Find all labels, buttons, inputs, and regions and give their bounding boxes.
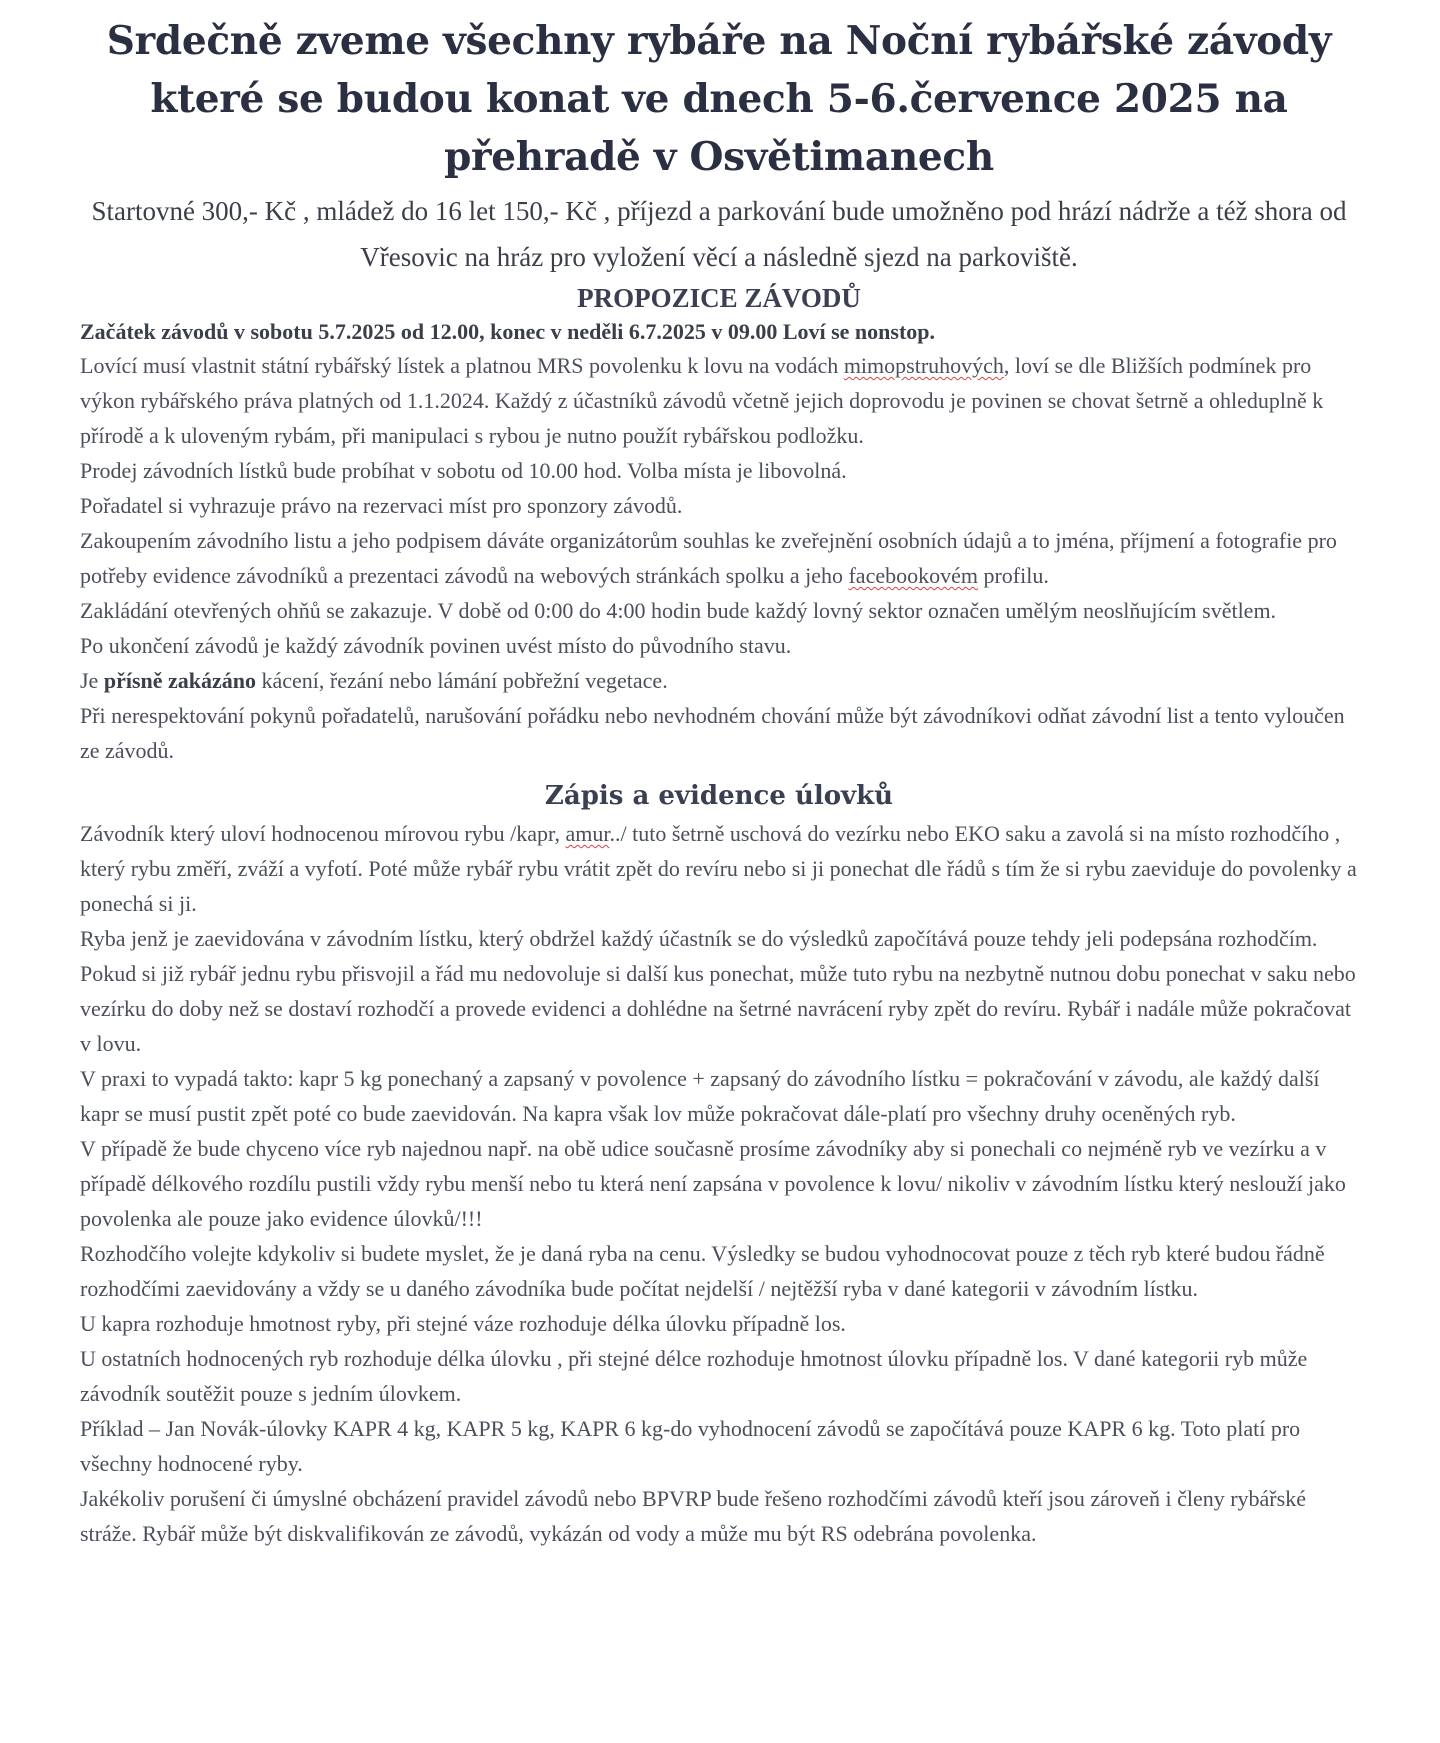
paragraph-license	[80, 348, 1358, 453]
spellcheck-flagged-word: facebookovém	[848, 563, 978, 588]
paragraph-ticket-sales: Prodej závodních lístků bude probíhat v sobotu od 10.00 hod. Volba místa je libovolná.	[80, 458, 847, 483]
paragraph-disqualification: Při nerespektování pokynů pořadatelů, narušování pořádku nebo nevhodném chování může být závodníkovi odňat závodní list a tento vyloučen ze závodů.	[80, 703, 1345, 763]
text-segment: profilu.	[977, 563, 1049, 588]
paragraph-reservation: Pořadatel si vyhrazuje právo na rezervaci míst pro sponzory závodů.	[80, 493, 683, 518]
paragraph-kept-fish: Pokud si již rybář jednu rybu přisvojil a řád mu nedovoluje si další kus ponechat, může tuto rybu na nezbytně nutnou dobu ponechat v saku nebo vezírku do doby než se dostaví rozhodčí a provede evidenci a dohlédne na šetrné navrácení ryby zpět do revíru. Rybář i nadále může pokračovat v lovu.	[80, 961, 1356, 1056]
paragraph-other-fish-rule: U ostatních hodnocených ryb rozhoduje délka úlovku , při stejné délce rozhoduje hmotnost úlovku případně los. V dané kategorii ryb může závodník soutěžit pouze s jedním úlovkem.	[80, 1346, 1308, 1406]
paragraph-catch-recording	[80, 816, 1358, 921]
text-segment: , loví se dle Bližších podmínek pro výkon rybářského práva platných od 1.1.2024. Každý z účastníků závodů včetně jejich doprovodu je povinen se chovat šetrně a ohleduplně k přírodě a k uloveným rybám, při manipulaci s rybou je nutno použít rybářskou podložku.	[80, 353, 1324, 448]
paragraph-cleanup: Po ukončení závodů je každý závodník povinen uvést místo do původního stavu.	[80, 633, 792, 658]
paragraph-fires: Zakládání otevřených ohňů se zakazuje. V době od 0:00 do 4:00 hodin bude každý lovný sektor označen umělým neoslňujícím světlem.	[80, 598, 1277, 623]
paragraph-example: Příklad – Jan Novák-úlovky KAPR 4 kg, KAPR 5 kg, KAPR 6 kg-do vyhodnocení závodů se započítává pouze KAPR 6 kg. Toto platí pro všechny hodnocené ryby.	[80, 1416, 1301, 1476]
intro-paragraph: Startovné 300,- Kč , mládež do 16 let 150,- Kč , příjezd a parkování bude umožněno pod hrází nádrže a též shora od Vřesovic na hráz pro vyložení věcí a následně sjezd na parkoviště.	[91, 196, 1347, 272]
emphasis-text: přísně zakázáno	[103, 668, 257, 693]
paragraph-signature: Ryba jenž je zaevidována v závodním lístku, který obdržel každý účastník se do výsledků započítává pouze tehdy jeli podepsána rozhodčím.	[80, 926, 1318, 951]
start-time-line: Začátek závodů v sobotu 5.7.2025 od 12.00, konec v neděli 6.7.2025 v 09.00 Loví se nonstop.	[80, 319, 936, 344]
section-heading-propozice: PROPOZICE ZÁVODŮ	[577, 283, 861, 313]
text-segment: Závodník který uloví hodnocenou mírovou rybu /kapr,	[80, 821, 566, 846]
text-segment: ../ tuto šetrně uschová do vezírku nebo EKO saku a zavolá si na místo rozhodčího , který rybu změří, zváží a vyfotí. Poté může rybář rybu vrátit zpět do revíru nebo si ji ponechat dle řádů s tím že si rybu zaeviduje do povolenky a ponechá si ji.	[80, 821, 1357, 916]
spellcheck-flagged-word: mimopstruhových	[843, 353, 1004, 378]
paragraph-multiple-catch: V případě že bude chyceno více ryb najednou např. na obě udice současně prosíme závodníky aby si ponechali co nejméně ryb ve vezírku a v případě délkového rozdílu pustili vždy rybu menší nebo tu která není zapsána v povolence k lovu/ nikoliv v závodním lístku který neslouží jako povolenka ale pouze jako evidence úlovků/!!!	[80, 1136, 1346, 1231]
section-heading-zapis: Zápis a evidence úlovků	[544, 781, 894, 811]
paragraph-violations: Jakékoliv porušení či úmyslné obcházení pravidel závodů nebo BPVRP bude řešeno rozhodčími závodů kteří jsou zároveň i členy rybářské stráže. Rybář může být diskvalifikován ze závodů, vykázán od vody a může mu být RS odebrána povolenka.	[80, 1486, 1306, 1546]
page-title: Srdečně zveme všechny rybáře na Noční rybářské závody které se budou konat ve dnech 5-6.července 2025 na přehradě v Osvětimanech	[106, 18, 1332, 180]
text-segment: kácení, řezání nebo lámání pobřežní vegetace.	[256, 668, 668, 693]
paragraph-practice-example: V praxi to vypadá takto: kapr 5 kg ponechaný a zapsaný v povolence + zapsaný do závodního lístku = pokračování v závodu, ale každý další kapr se musí pustit zpět poté co bude zaevidován. Na kapra však lov může pokračovat dále-platí pro všechny druhy oceněných ryb.	[80, 1066, 1320, 1126]
paragraph-carp-rule: U kapra rozhoduje hmotnost ryby, při stejné váze rozhoduje délka úlovku případně los.	[80, 1311, 846, 1336]
spellcheck-flagged-word: amur	[565, 821, 610, 846]
paragraph-consent	[80, 523, 1358, 593]
text-segment: Je	[80, 668, 104, 693]
paragraph-vegetation	[80, 663, 1358, 698]
paragraph-call-judge: Rozhodčího volejte kdykoliv si budete myslet, že je daná ryba na cenu. Výsledky se budou vyhodnocovat pouze z těch ryb které budou řádně rozhodčími zaevidovány a vždy se u daného závodníka bude počítat nejdelší / nejtěžší ryba v dané kategorii v závodním lístku.	[80, 1241, 1325, 1301]
text-segment: Lovící musí vlastnit státní rybářský lístek a platnou MRS povolenku k lovu na vodách	[80, 353, 844, 378]
text-segment: Zakoupením závodního listu a jeho podpisem dáváte organizátorům souhlas ke zveřejnění osobních údajů a to jména, příjmení a fotografie pro potřeby evidence závodníků a prezentaci závodů na webových stránkách spolku a jeho	[80, 528, 1337, 588]
